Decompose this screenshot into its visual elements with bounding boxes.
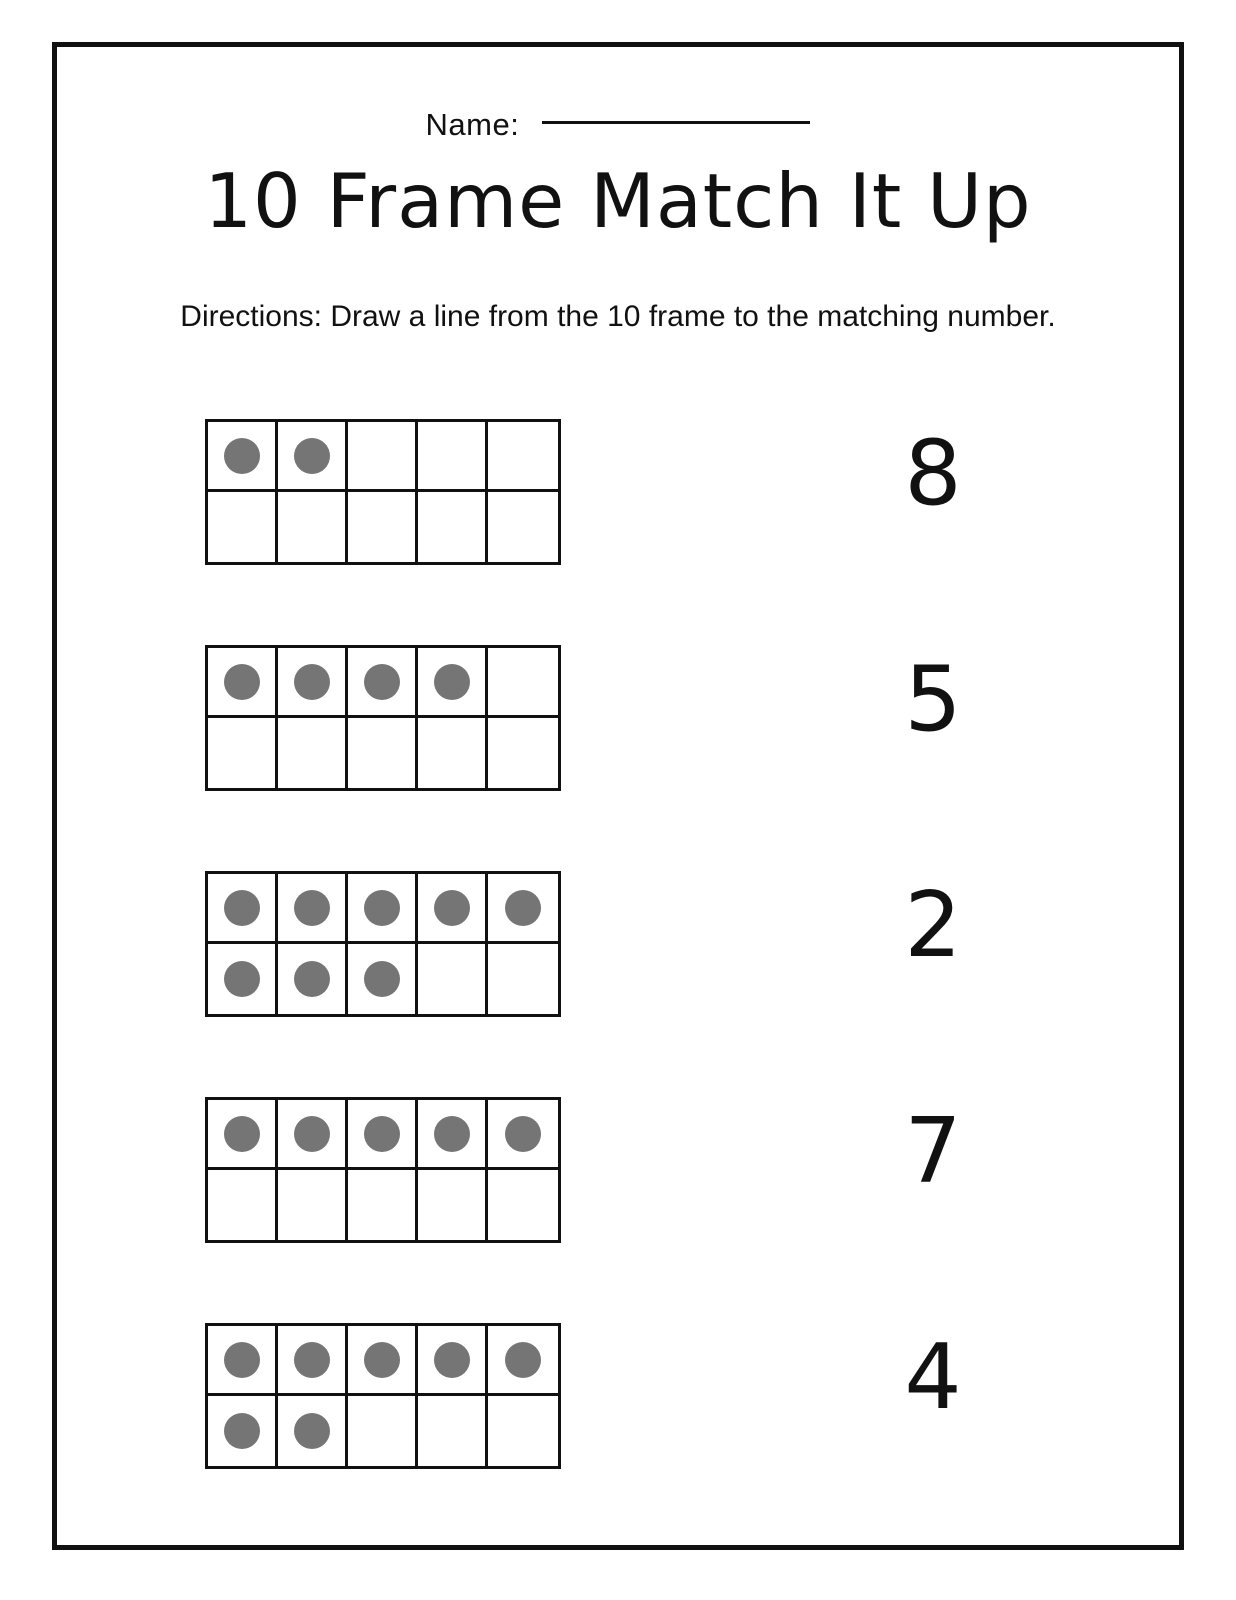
ten-frame[interactable]: [205, 419, 561, 565]
ten-frame-cell: [488, 874, 558, 944]
ten-frame-cell: [208, 1100, 278, 1170]
ten-frame-cell: [278, 648, 348, 718]
ten-frame-cell: [418, 422, 488, 492]
ten-frame-cell: [418, 1170, 488, 1240]
ten-frame-cell: [488, 1170, 558, 1240]
number-choice[interactable]: 7: [904, 1099, 962, 1204]
ten-frame-cell: [488, 1396, 558, 1466]
ten-frame-cell: [278, 718, 348, 788]
ten-frame-cell: [488, 944, 558, 1014]
ten-frame-cell: [278, 874, 348, 944]
counter-dot: [505, 890, 541, 926]
counter-dot: [224, 1342, 260, 1378]
counter-dot-empty: [505, 438, 541, 474]
ten-frame-cell: [208, 1396, 278, 1466]
counter-dot-empty: [505, 735, 541, 771]
number-choice[interactable]: 5: [904, 647, 962, 752]
ten-frame-bottom-row: [208, 1170, 558, 1240]
counter-dot-empty: [364, 1187, 400, 1223]
counter-dot: [434, 890, 470, 926]
ten-frame-bottom-row: [208, 944, 558, 1014]
problem-row: [57, 1311, 1179, 1537]
ten-frame-cell: [278, 1326, 348, 1396]
ten-frame-cell: [208, 874, 278, 944]
number-choice[interactable]: 2: [904, 873, 962, 978]
ten-frame-cell: [488, 492, 558, 562]
number-choice[interactable]: 8: [904, 421, 962, 526]
ten-frame-top-row: [208, 1326, 558, 1396]
counter-dot-empty: [505, 509, 541, 545]
name-label: Name:: [425, 106, 520, 142]
ten-frame-cell: [348, 1170, 418, 1240]
ten-frame-cell: [278, 1100, 348, 1170]
ten-frame-cell: [348, 648, 418, 718]
counter-dot: [294, 961, 330, 997]
counter-dot-empty: [434, 438, 470, 474]
ten-frame-top-row: [208, 1100, 558, 1170]
counter-dot-empty: [434, 961, 470, 997]
ten-frame-cell: [208, 648, 278, 718]
counter-dot: [224, 438, 260, 474]
counter-dot-empty: [434, 509, 470, 545]
counter-dot-empty: [364, 1413, 400, 1449]
ten-frame-top-row: [208, 422, 558, 492]
counter-dot: [224, 961, 260, 997]
ten-frame[interactable]: [205, 645, 561, 791]
counter-dot: [434, 664, 470, 700]
counter-dot-empty: [224, 1187, 260, 1223]
ten-frame-cell: [348, 944, 418, 1014]
ten-frame-cell: [418, 1326, 488, 1396]
ten-frame-cell: [348, 874, 418, 944]
ten-frame-bottom-row: [208, 1396, 558, 1466]
counter-dot: [294, 664, 330, 700]
ten-frame-top-row: [208, 874, 558, 944]
ten-frame-cell: [278, 944, 348, 1014]
ten-frame-top-row: [208, 648, 558, 718]
counter-dot-empty: [434, 735, 470, 771]
ten-frame-cell: [208, 422, 278, 492]
counter-dot: [434, 1116, 470, 1152]
counter-dot-empty: [294, 509, 330, 545]
counter-dot: [294, 1342, 330, 1378]
counter-dot: [294, 438, 330, 474]
counter-dot-empty: [364, 735, 400, 771]
ten-frame-cell: [488, 718, 558, 788]
counter-dot: [224, 664, 260, 700]
ten-frame-cell: [348, 1396, 418, 1466]
counter-dot: [224, 1413, 260, 1449]
ten-frame-cell: [348, 1326, 418, 1396]
ten-frame-bottom-row: [208, 492, 558, 562]
directions-text: Directions: Draw a line from the 10 frame to the matching number.: [180, 300, 1056, 333]
counter-dot: [505, 1342, 541, 1378]
ten-frame-bottom-row: [208, 718, 558, 788]
ten-frame-cell: [418, 718, 488, 788]
counter-dot: [294, 1413, 330, 1449]
ten-frame-cell: [278, 492, 348, 562]
counter-dot: [364, 664, 400, 700]
counter-dot: [294, 1116, 330, 1152]
counter-dot-empty: [364, 438, 400, 474]
problem-rows: [57, 407, 1179, 1537]
name-write-line[interactable]: [542, 121, 810, 124]
number-choice[interactable]: 4: [904, 1325, 962, 1430]
counter-dot: [364, 1342, 400, 1378]
ten-frame[interactable]: [205, 871, 561, 1017]
ten-frame-cell: [208, 944, 278, 1014]
counter-dot: [364, 1116, 400, 1152]
counter-dot-empty: [505, 1413, 541, 1449]
counter-dot-empty: [434, 1413, 470, 1449]
ten-frame-cell: [418, 1396, 488, 1466]
worksheet-border: [52, 42, 1184, 1550]
counter-dot-empty: [505, 664, 541, 700]
counter-dot: [364, 890, 400, 926]
ten-frame-cell: [348, 1100, 418, 1170]
problem-row: [57, 1085, 1179, 1311]
counter-dot: [294, 890, 330, 926]
ten-frame-cell: [278, 1170, 348, 1240]
counter-dot-empty: [224, 509, 260, 545]
page-title: 10 Frame Match It Up: [204, 157, 1032, 245]
name-field-row: [57, 105, 1179, 143]
counter-dot-empty: [294, 1187, 330, 1223]
counter-dot-empty: [434, 1187, 470, 1223]
counter-dot: [364, 961, 400, 997]
ten-frame-cell: [488, 648, 558, 718]
ten-frame-cell: [488, 1326, 558, 1396]
ten-frame-cell: [348, 718, 418, 788]
ten-frame-cell: [418, 874, 488, 944]
ten-frame-cell: [418, 1100, 488, 1170]
counter-dot: [224, 890, 260, 926]
ten-frame[interactable]: [205, 1097, 561, 1243]
counter-dot-empty: [364, 509, 400, 545]
ten-frame-cell: [208, 718, 278, 788]
counter-dot-empty: [505, 1187, 541, 1223]
problem-row: [57, 633, 1179, 859]
ten-frame-cell: [208, 1170, 278, 1240]
ten-frame-cell: [418, 492, 488, 562]
ten-frame[interactable]: [205, 1323, 561, 1469]
ten-frame-cell: [488, 422, 558, 492]
ten-frame-cell: [418, 648, 488, 718]
ten-frame-cell: [348, 492, 418, 562]
ten-frame-cell: [488, 1100, 558, 1170]
counter-dot-empty: [294, 735, 330, 771]
ten-frame-cell: [348, 422, 418, 492]
ten-frame-cell: [208, 1326, 278, 1396]
ten-frame-cell: [278, 1396, 348, 1466]
problem-row: [57, 407, 1179, 633]
ten-frame-cell: [208, 492, 278, 562]
problem-row: [57, 859, 1179, 1085]
ten-frame-cell: [278, 422, 348, 492]
counter-dot: [505, 1116, 541, 1152]
counter-dot-empty: [505, 961, 541, 997]
counter-dot-empty: [224, 735, 260, 771]
counter-dot: [224, 1116, 260, 1152]
ten-frame-cell: [418, 944, 488, 1014]
counter-dot: [434, 1342, 470, 1378]
